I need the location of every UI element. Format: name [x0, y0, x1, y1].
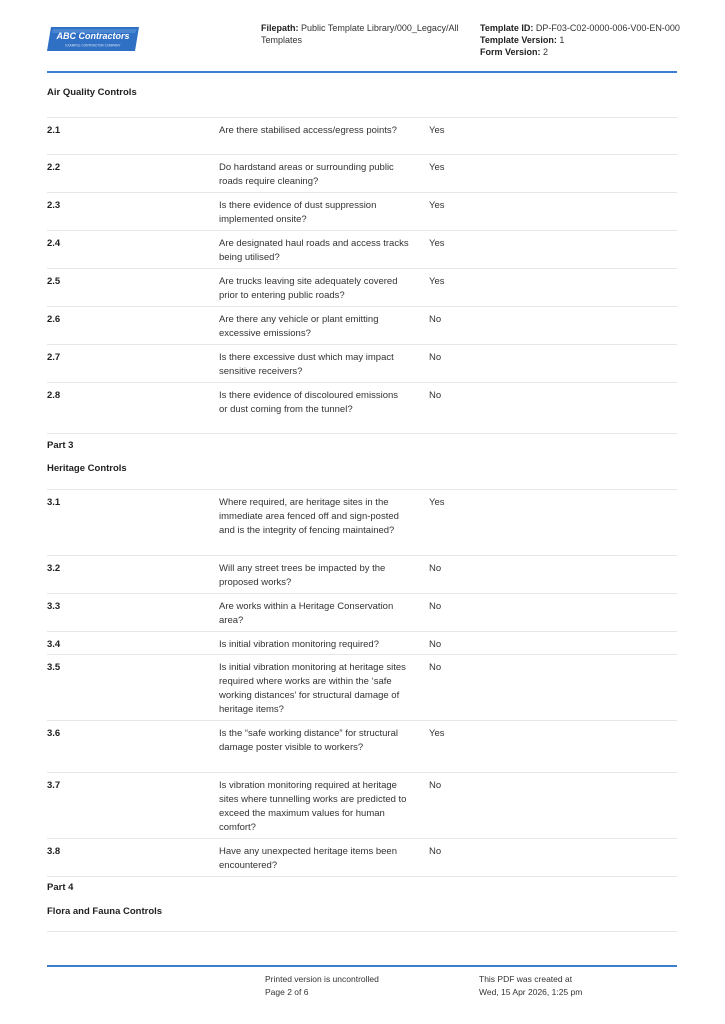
item-answer: Yes [429, 125, 445, 136]
table-row [47, 631, 677, 655]
item-question: Have any unexpected heritage items been encountered? [219, 846, 397, 871]
table-row [47, 720, 677, 773]
item-answer: No [429, 352, 442, 363]
item-answer: No [429, 662, 442, 673]
table-row [47, 344, 677, 383]
table-row [47, 654, 677, 721]
item-number: 2.3 [47, 200, 61, 211]
item-question: Is the “safe working distance” for structural damage poster visible to workers? [219, 728, 398, 753]
section-title-air-quality: Air Quality Controls [47, 87, 137, 98]
item-answer: Yes [429, 200, 445, 211]
table-row [47, 268, 677, 307]
item-answer: Yes [429, 276, 445, 287]
form-version-label: Form Version: [480, 47, 541, 57]
table-row [47, 306, 677, 345]
page-number: Page 2 of 6 [265, 987, 309, 997]
item-number: 2.7 [47, 352, 61, 363]
item-number: 3.5 [47, 662, 61, 673]
created-date: Wed, 15 Apr 2026, 1:25 pm [479, 987, 583, 997]
svg-text:EXAMPLE CONTRACTOR COMPANY: EXAMPLE CONTRACTOR COMPANY [65, 43, 121, 48]
item-answer: Yes [429, 497, 445, 508]
row-divider [47, 876, 677, 877]
item-number: 3.8 [47, 846, 61, 857]
item-answer: Yes [429, 728, 445, 739]
part-4-label: Part 4 [47, 882, 74, 893]
item-answer: Yes [429, 238, 445, 249]
uncontrolled-notice: Printed version is uncontrolled [265, 974, 379, 984]
item-number: 3.7 [47, 780, 61, 791]
section-title-flora-fauna: Flora and Fauna Controls [47, 906, 163, 917]
table-row [47, 192, 677, 231]
item-number: 3.3 [47, 601, 61, 612]
item-number: 2.1 [47, 125, 61, 136]
item-question: Are trucks leaving site adequately covered prior to entering public roads? [219, 276, 398, 301]
item-answer: No [429, 390, 442, 401]
item-number: 3.1 [47, 497, 61, 508]
table-row [47, 382, 677, 434]
footer-page-info [265, 973, 379, 999]
item-number: 3.2 [47, 563, 61, 574]
item-answer: No [429, 639, 442, 650]
template-version-label: Template Version: [480, 35, 557, 45]
item-answer: No [429, 314, 442, 325]
table-row [47, 838, 677, 877]
item-answer: Yes [429, 162, 445, 173]
created-label: This PDF was created at [479, 974, 573, 984]
item-question: Is there evidence of dust suppression implemented onsite? [219, 200, 377, 225]
table-row [47, 117, 677, 155]
item-question: Are designated haul roads and access tracks being utilised? [219, 238, 409, 263]
item-question: Is there excessive dust which may impact sensitive receivers? [219, 352, 394, 377]
table-row [47, 489, 677, 556]
header-rule [47, 71, 677, 73]
part-3-label: Part 3 [47, 440, 74, 451]
page-header [0, 0, 725, 74]
filepath-block [261, 22, 461, 46]
item-question: Is initial vibration monitoring at heritage sites required where works are within the ‘safe working distances’ for structural damage of heritage items? [219, 662, 406, 715]
row-divider [47, 433, 677, 434]
table-row [47, 154, 677, 193]
item-number: 3.4 [47, 639, 61, 650]
item-number: 2.6 [47, 314, 61, 325]
table-row [47, 772, 677, 839]
item-question: Is initial vibration monitoring required? [219, 639, 379, 650]
item-answer: No [429, 780, 442, 791]
item-number: 2.4 [47, 238, 61, 249]
item-question: Are works within a Heritage Conservation area? [219, 601, 394, 626]
table-row [47, 555, 677, 594]
table-row [47, 230, 677, 269]
form-version-value: 2 [543, 47, 549, 57]
template-info-block [480, 22, 680, 58]
item-question: Are there any vehicle or plant emitting excessive emissions? [219, 314, 379, 339]
item-question: Are there stabilised access/egress points? [219, 125, 397, 136]
section-title-heritage: Heritage Controls [47, 463, 127, 474]
footer-rule [47, 965, 677, 967]
item-question: Is there evidence of discoloured emissions or dust coming from the tunnel? [219, 390, 399, 415]
item-answer: No [429, 846, 442, 857]
footer-created-info [479, 973, 582, 999]
template-id-label: Template ID: [480, 23, 534, 33]
company-logo [47, 27, 139, 51]
item-answer: No [429, 563, 442, 574]
item-question: Will any street trees be impacted by the proposed works? [219, 563, 386, 588]
item-number: 3.6 [47, 728, 61, 739]
item-number: 2.8 [47, 390, 61, 401]
template-version-value: 1 [559, 35, 565, 45]
row-divider [47, 931, 677, 932]
item-question: Is vibration monitoring required at heritage sites where tunnelling works are predicted to exceed the maximum values for human comfort? [219, 780, 407, 833]
template-id-value: DP-F03-C02-0000-006-V00-EN-000 [535, 23, 680, 33]
svg-text:ABC Contractors: ABC Contractors [56, 31, 130, 41]
item-number: 2.2 [47, 162, 61, 173]
table-row [47, 593, 677, 632]
item-answer: No [429, 601, 442, 612]
item-question: Where required, are heritage sites in the immediate area fenced off and sign-posted and is the integrity of fencing maintained? [219, 497, 399, 536]
filepath-value: Public Template Library/000_Legacy/All Templates [261, 23, 459, 45]
item-question: Do hardstand areas or surrounding public roads require cleaning? [219, 162, 394, 187]
item-number: 2.5 [47, 276, 61, 287]
filepath-label: Filepath: [261, 23, 299, 33]
